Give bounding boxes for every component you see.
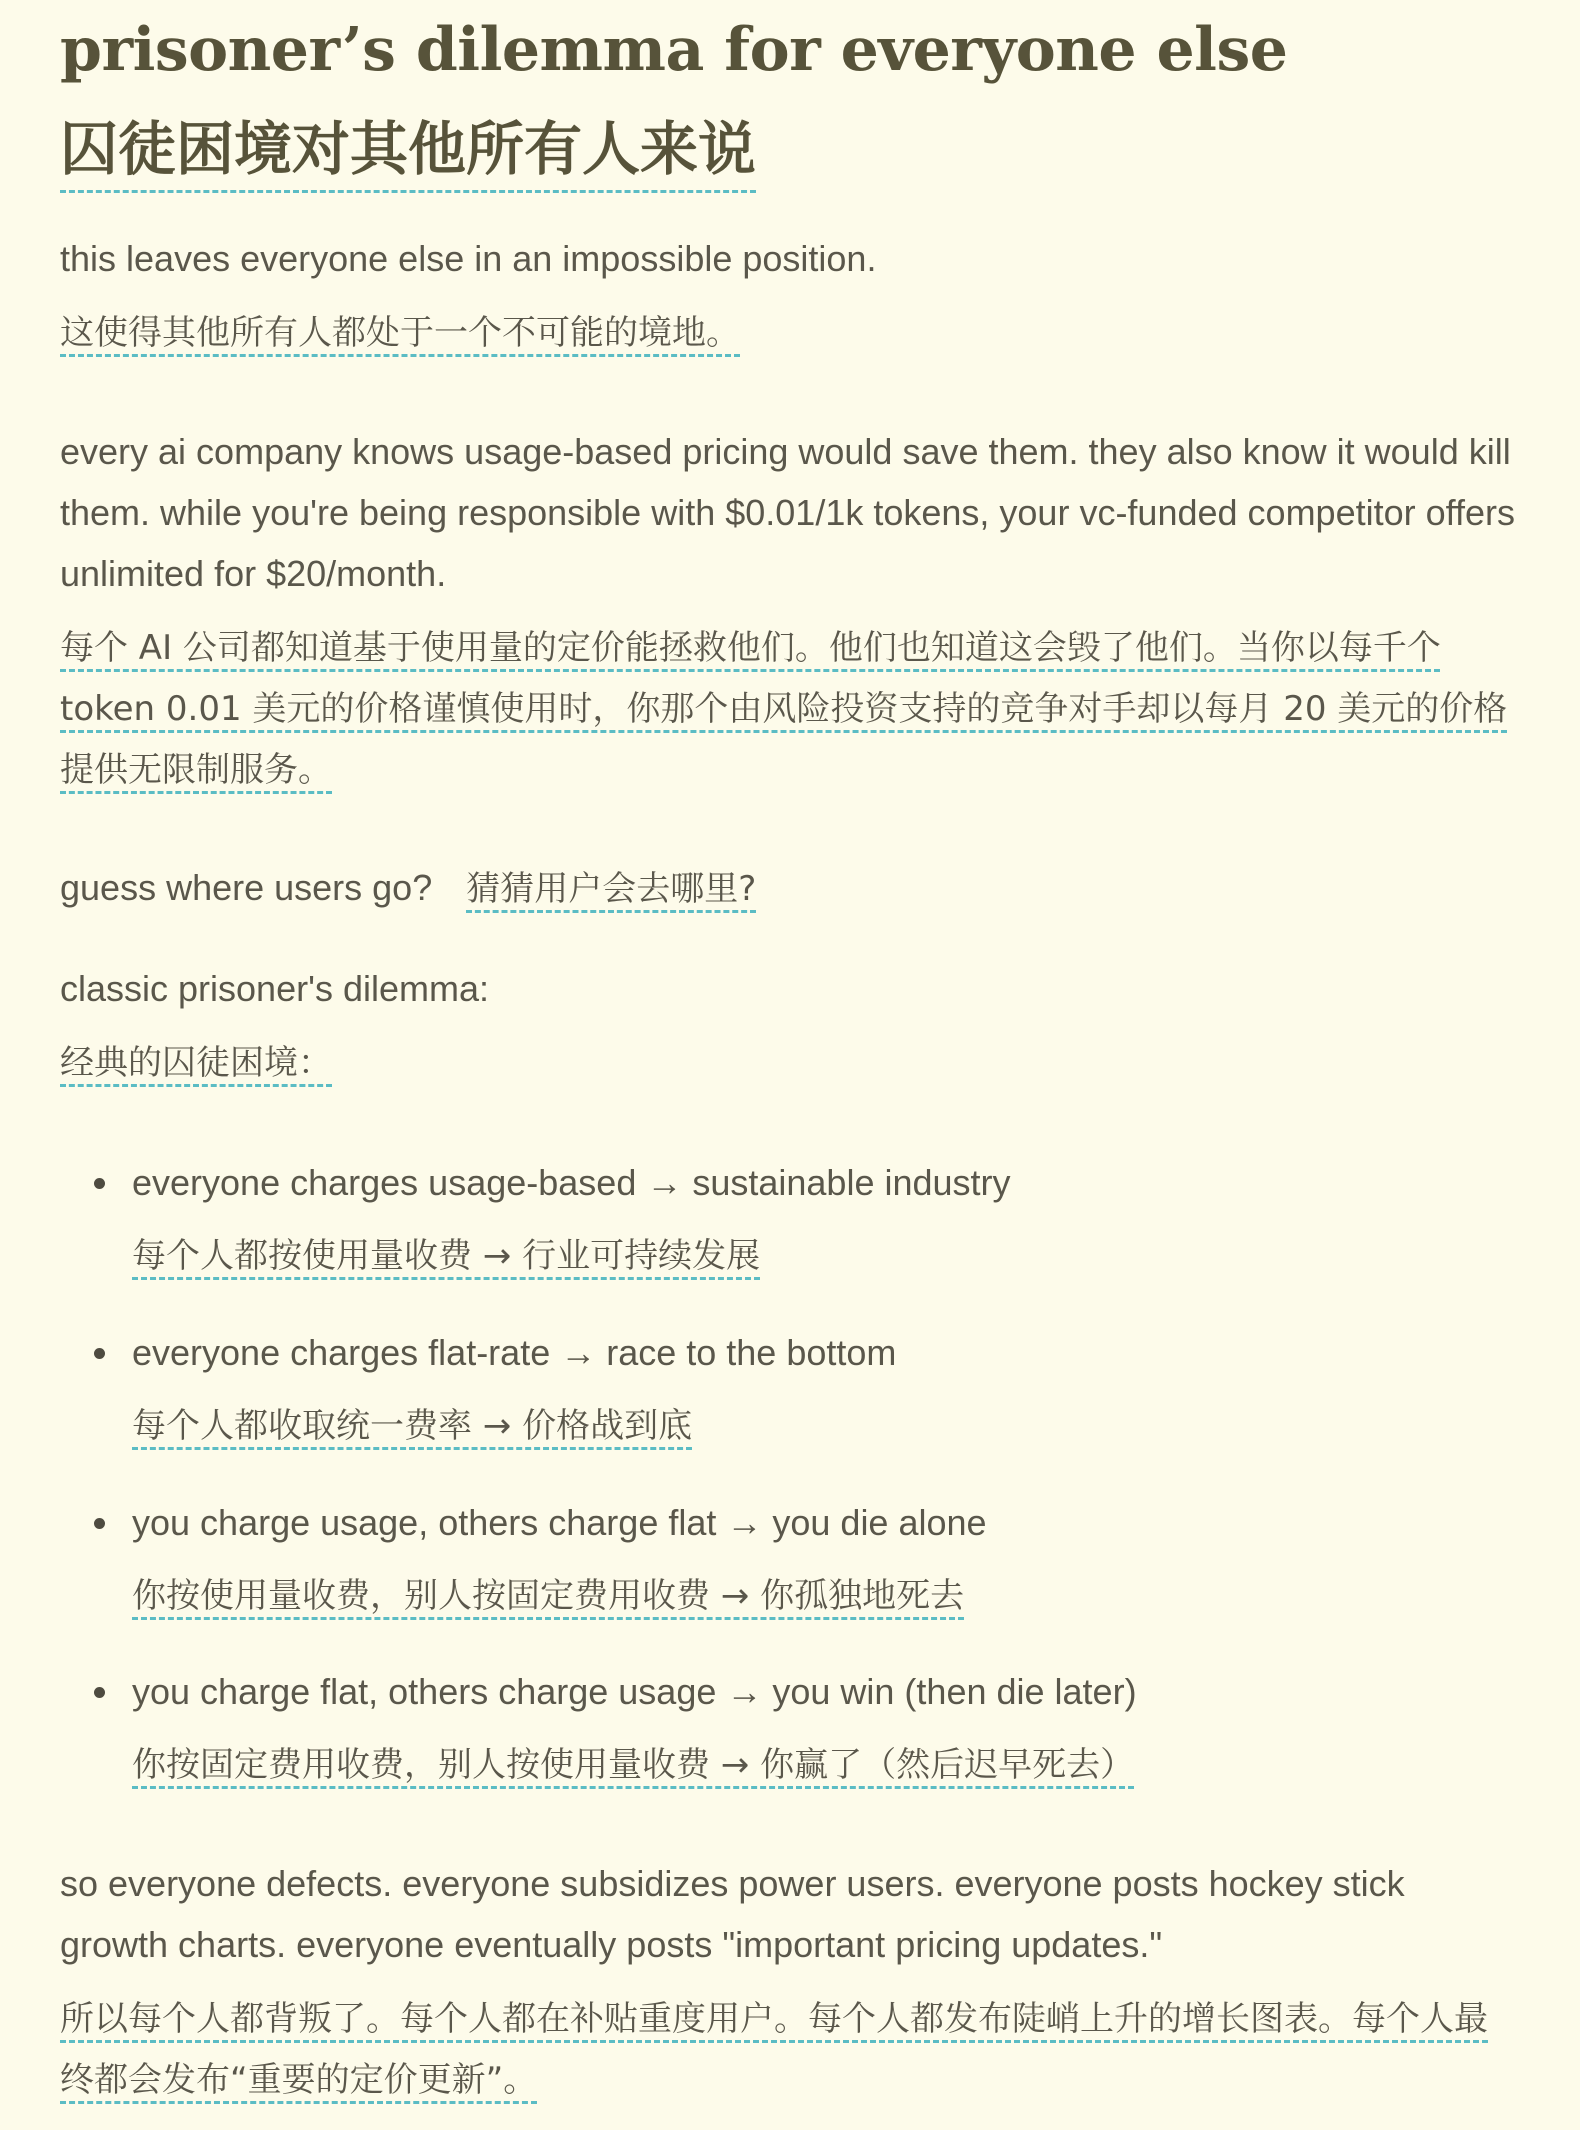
list-item: [60, 1661, 1520, 1831]
title-en: prisoner’s dilemma for everyone else: [60, 15, 1288, 85]
list-item: [60, 1492, 1520, 1661]
list-item-en: you charge usage, others charge flat → you die alone: [132, 1502, 987, 1543]
title-zh: 囚徒困境对其他所有人来说: [60, 110, 756, 193]
bullet-icon: [94, 1178, 105, 1189]
list-item-en: everyone charges usage-based → sustainable industry: [132, 1162, 1011, 1203]
paragraph-4-en: classic prisoner's dilemma:: [60, 968, 489, 1009]
bullet-icon: [94, 1348, 105, 1359]
paragraph-2: [60, 421, 1520, 801]
paragraph-5-zh: 所以每个人都背叛了。每个人都在补贴重度用户。每个人都发布陡峭上升的增长图表。每个人最终都会发布“重要的定价更新”。: [60, 1999, 1488, 2100]
list-item: [60, 1152, 1520, 1322]
paragraph-1-zh: 这使得其他所有人都处于一个不可能的境地。: [60, 313, 740, 353]
paragraph-2-en: every ai company knows usage-based pricing would save them. they also know it would kill them. while you're being responsible with $0.01/1k tokens, your vc-funded competitor offers unlimited for $20/month.: [60, 431, 1515, 594]
list-item-zh: 每个人都按使用量收费 → 行业可持续发展: [132, 1236, 761, 1276]
paragraph-1: [60, 228, 1520, 364]
paragraph-3-en: guess where users go?: [60, 867, 433, 908]
paragraph-3-zh: 猜猜用户会去哪里?: [466, 869, 757, 909]
list-item-zh: 每个人都收取统一费率 → 价格战到底: [132, 1406, 693, 1446]
dilemma-list: [60, 1152, 1520, 1831]
list-item-zh: 你按使用量收费，别人按固定费用收费 → 你孤独地死去: [132, 1576, 965, 1616]
list-item: [60, 1322, 1520, 1492]
paragraph-5-en: so everyone defects. everyone subsidizes power users. everyone posts hockey stick growth charts. everyone eventually posts "important pricing updates.": [60, 1863, 1405, 1965]
list-item-en: you charge flat, others charge usage → you win (then die later): [132, 1671, 1137, 1712]
paragraph-5: [60, 1853, 1520, 2111]
paragraph-2-zh: 每个 AI 公司都知道基于使用量的定价能拯救他们。他们也知道这会毁了他们。当你以每千个 token 0.01 美元的价格谨慎使用时，你那个由风险投资支持的竞争对手却以每月 20 美元的价格提供无限制服务。: [60, 628, 1508, 790]
list-item-en: everyone charges flat-rate → race to the bottom: [132, 1332, 897, 1373]
article: [60, 0, 1520, 2100]
paragraph-4-zh: 经典的囚徒困境：: [60, 1043, 332, 1083]
paragraph-1-en: this leaves everyone else in an impossible position.: [60, 238, 877, 279]
bullet-icon: [94, 1687, 105, 1698]
paragraph-4: [60, 958, 1520, 1094]
paragraph-3: [60, 857, 1520, 920]
list-item-zh: 你按固定费用收费，别人按使用量收费 → 你赢了（然后迟早死去）: [132, 1745, 1135, 1785]
bullet-icon: [94, 1518, 105, 1529]
